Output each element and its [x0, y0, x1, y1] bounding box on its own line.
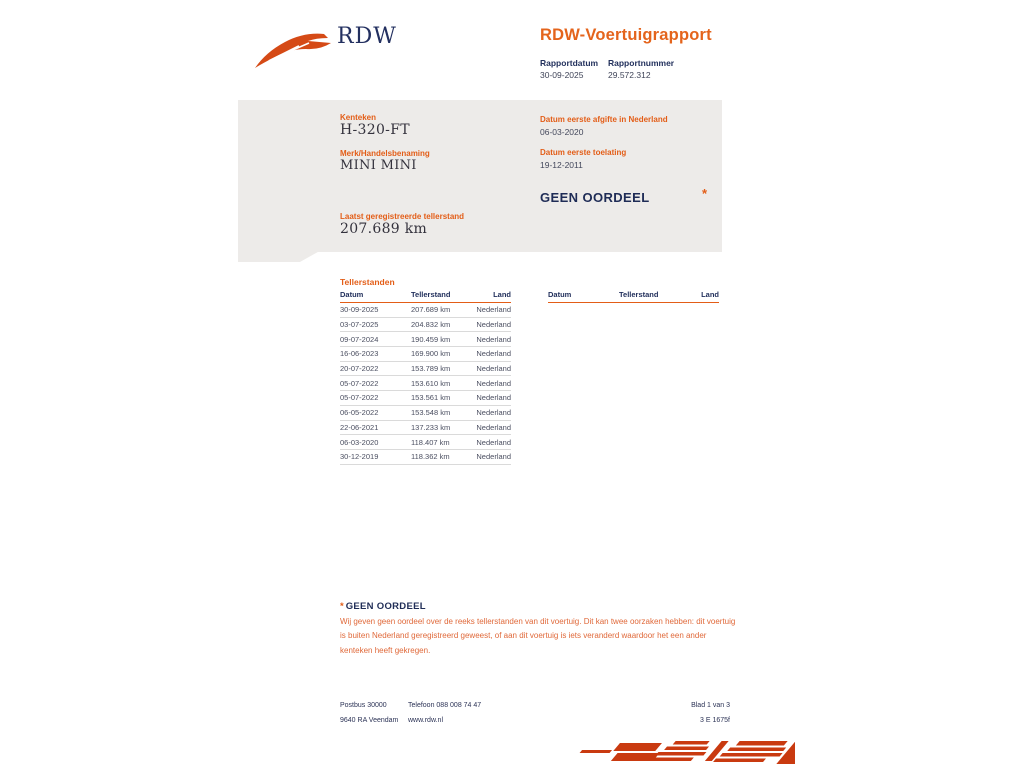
table-cell: 153.789 km	[411, 361, 469, 376]
table-cell: Nederland	[469, 347, 511, 362]
table-row	[340, 405, 511, 420]
eerste-afgifte-value: 06-03-2020	[540, 127, 584, 137]
table-cell: 137.233 km	[411, 420, 469, 435]
report-number-value: 29.572.312	[608, 70, 651, 80]
table-cell: 09-07-2024	[340, 332, 411, 347]
table-row	[340, 303, 511, 318]
logo-wordmark: RDW	[337, 24, 397, 49]
footer-page-number: Blad 1 van 3	[691, 702, 730, 709]
table-cell: 05-07-2022	[340, 391, 411, 406]
eerste-toelating-label: Datum eerste toelating	[540, 148, 627, 157]
table-cell: 03-07-2025	[340, 317, 411, 332]
report-title: RDW-Voertuigrapport	[540, 26, 712, 44]
footer-form-code: 3 E 1675f	[700, 716, 730, 724]
footer-postbus: Postbus 30000	[340, 702, 387, 709]
oordeel-status: GEEN OORDEEL	[540, 190, 650, 205]
table-cell: 30-12-2019	[340, 449, 411, 464]
table-header-row	[548, 290, 719, 303]
footnote-title: GEEN OORDEEL	[345, 601, 426, 612]
report-number-label: Rapportnummer	[608, 58, 675, 68]
vehicle-summary-box	[238, 100, 722, 262]
table-cell: 169.900 km	[411, 347, 469, 362]
footer-phone: Telefoon 088 008 74 47	[408, 702, 482, 709]
table-row	[340, 420, 511, 435]
footer-page-info	[630, 699, 730, 728]
col-header-tellerstand: Tellerstand	[411, 290, 469, 303]
table-cell: 153.548 km	[411, 405, 469, 420]
oordeel-asterisk: *	[702, 186, 708, 201]
table-cell: Nederland	[469, 449, 511, 464]
table-row	[340, 361, 511, 376]
table-cell: 20-07-2022	[340, 361, 411, 376]
footer-contact	[408, 699, 481, 728]
tellerstanden-section-title: Tellerstanden	[340, 277, 395, 287]
tellerstanden-table-right	[548, 290, 719, 303]
table-cell: 153.610 km	[411, 376, 469, 391]
footer-address	[340, 699, 398, 728]
table-cell: 207.689 km	[411, 303, 469, 318]
table-cell: Nederland	[469, 332, 511, 347]
table-cell: 118.362 km	[411, 449, 469, 464]
table-cell: 153.561 km	[411, 391, 469, 406]
col-header-tellerstand: Tellerstand	[619, 290, 677, 303]
tellerstanden-table-left	[340, 290, 511, 465]
table-row	[340, 376, 511, 391]
table-row	[340, 332, 511, 347]
report-date-value: 30-09-2025	[540, 70, 584, 80]
table-cell: 190.459 km	[411, 332, 469, 347]
eerste-toelating-value: 19-12-2011	[540, 160, 583, 170]
merk-value: MINI MINI	[340, 158, 417, 173]
table-cell: 118.407 km	[411, 435, 469, 450]
table-cell: 16-06-2023	[340, 347, 411, 362]
rdw-logo-icon	[252, 26, 334, 70]
laatste-tellerstand-label: Laatst geregistreerde tellerstand	[340, 212, 465, 221]
table-cell: 05-07-2022	[340, 376, 411, 391]
table-cell: Nederland	[469, 303, 511, 318]
col-header-land: Land	[677, 290, 719, 303]
table-header-row	[340, 290, 511, 303]
table-cell: 06-03-2020	[340, 435, 411, 450]
table-cell: 204.832 km	[411, 317, 469, 332]
laatste-tellerstand-value: 207.689 km	[340, 221, 428, 237]
table-cell: Nederland	[469, 435, 511, 450]
table-cell: 06-05-2022	[340, 405, 411, 420]
footnote-heading	[340, 601, 426, 612]
table-cell: Nederland	[469, 317, 511, 332]
col-header-datum: Datum	[548, 290, 619, 303]
kenteken-label: Kenteken	[340, 113, 377, 122]
table-cell: Nederland	[469, 361, 511, 376]
table-row	[340, 317, 511, 332]
footer-city: 9640 RA Veendam	[340, 716, 399, 724]
table-cell: Nederland	[469, 420, 511, 435]
table-row	[340, 435, 511, 450]
report-date-label: Rapportdatum	[540, 58, 599, 68]
col-header-datum: Datum	[340, 290, 411, 303]
footnote-asterisk: *	[340, 601, 344, 612]
table-row	[340, 449, 511, 464]
rdw-stripes-graphic-icon	[543, 737, 795, 768]
table-cell: 22-06-2021	[340, 420, 411, 435]
table-cell: Nederland	[469, 376, 511, 391]
footer-website: www.rdw.nl	[408, 716, 444, 724]
kenteken-value: H-320-FT	[340, 122, 410, 138]
table-cell: 30-09-2025	[340, 303, 411, 318]
eerste-afgifte-label: Datum eerste afgifte in Nederland	[540, 115, 668, 124]
table-row	[340, 391, 511, 406]
footnote-body-text: Wij geven geen oordeel over de reeks tellerstanden van dit voertuig. Dit kan twee oorzaken hebben: dit voertuig is buiten Nederland geregistreerd geweest, of aan dit voertuig is iets veranderd waardoor het een ander kenteken heeft gekregen.	[340, 617, 736, 655]
table-cell: Nederland	[469, 391, 511, 406]
table-cell: Nederland	[469, 405, 511, 420]
merk-label: Merk/Handelsbenaming	[340, 149, 430, 158]
col-header-land: Land	[469, 290, 511, 303]
table-row	[340, 347, 511, 362]
